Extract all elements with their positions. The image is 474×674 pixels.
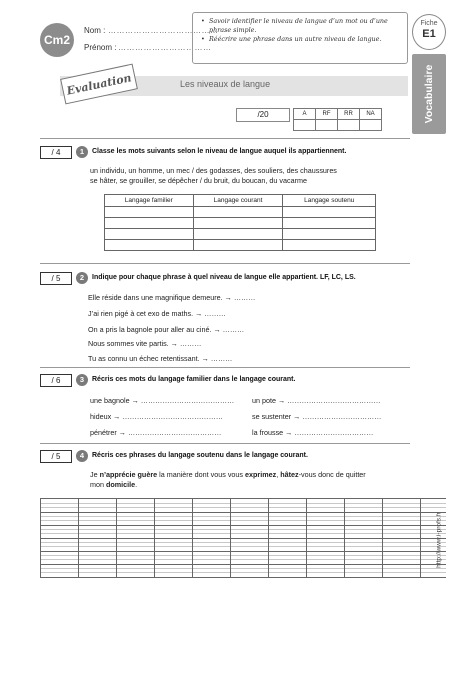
- q2-sentence: On a pris la bagnole pour aller au ciné. → ………: [88, 325, 245, 334]
- firstname-label: Prénom :: [84, 43, 117, 52]
- q1-words-line1: un individu, un homme, un mec / des godasses, des souliers, des chaussures: [90, 166, 337, 175]
- fiche-label: Fiche: [420, 20, 438, 27]
- table-row: [105, 207, 376, 218]
- table-header: Langage courant: [193, 195, 283, 207]
- q2-points-box[interactable]: / 5: [40, 272, 72, 285]
- grade-header: A: [294, 109, 316, 120]
- grade-header: NA: [360, 109, 382, 120]
- objectives-box: [192, 12, 408, 64]
- q4-sentence: Je n’apprécie guère la manière dont vous vous exprimez, hâtez-vous donc de quitter: [90, 470, 366, 479]
- q2-sentence: Nous sommes vite partis. → ………: [88, 339, 202, 348]
- name-field[interactable]: …………………………………: [108, 26, 219, 35]
- q2-sentence: Elle réside dans une magnifique demeure. → ………: [88, 293, 256, 302]
- q1-number-badge: 1: [76, 146, 88, 158]
- table-cell[interactable]: [193, 207, 283, 218]
- evaluation-stamp: Evaluation: [60, 64, 138, 105]
- table-row: [105, 240, 376, 251]
- subject-tab: [412, 54, 446, 134]
- grade-cell[interactable]: [360, 120, 382, 131]
- table-row: [105, 218, 376, 229]
- grade-cell[interactable]: [338, 120, 360, 131]
- q3-item: la frousse → ……………………………: [252, 428, 374, 437]
- table-header: Langage soutenu: [283, 195, 376, 207]
- divider: [40, 367, 410, 368]
- table-cell[interactable]: [105, 218, 194, 229]
- grade-cell[interactable]: [294, 120, 316, 131]
- q3-item: une bagnole → …………………………………: [90, 396, 235, 405]
- divider: [40, 263, 410, 264]
- table-cell[interactable]: [193, 240, 283, 251]
- fiche-code: E1: [422, 28, 436, 40]
- q4-instruction: Récris ces phrases du langage soutenu dans le langage courant.: [92, 452, 308, 459]
- q3-item: hideux → ……………………………………: [90, 412, 223, 421]
- q3-instruction: Récris ces mots du langage familier dans le langage courant.: [92, 376, 296, 383]
- q4-sentence-line2: mon domicile.: [90, 480, 138, 489]
- q1-points-box[interactable]: / 4: [40, 146, 72, 159]
- grade-cell[interactable]: [316, 120, 338, 131]
- grade-header: RF: [316, 109, 338, 120]
- fiche-badge: [412, 14, 446, 50]
- firstname-field[interactable]: ……………………………: [118, 43, 212, 52]
- table-cell[interactable]: [283, 240, 376, 251]
- q2-instruction: Indique pour chaque phrase à quel niveau de langue elle appartient. LF, LC, LS.: [92, 274, 356, 281]
- table-cell[interactable]: [193, 229, 283, 240]
- q2-number-badge: 2: [76, 272, 88, 284]
- grade-header: RR: [338, 109, 360, 120]
- objective-item: • Réécrire une phrase dans un autre niveau de langue.: [201, 35, 401, 44]
- classification-table: [104, 194, 376, 251]
- website-credit[interactable]: http://www.i-profs.fr: [435, 512, 443, 568]
- q4-points-box[interactable]: / 5: [40, 450, 72, 463]
- divider: [40, 138, 410, 139]
- q3-points-box[interactable]: / 6: [40, 374, 72, 387]
- table-cell[interactable]: [105, 207, 194, 218]
- q3-number-badge: 3: [76, 374, 88, 386]
- table-header: Langage familier: [105, 195, 194, 207]
- page-title: Les niveaux de langue: [180, 79, 271, 89]
- subject-tab-label: Vocabulaire: [423, 64, 435, 124]
- name-label: Nom :: [84, 26, 106, 35]
- q3-item: se sustenter → ……………………………: [252, 412, 382, 421]
- table-cell[interactable]: [283, 207, 376, 218]
- divider: [40, 443, 410, 444]
- q3-item: un pote → …………………………………: [252, 396, 381, 405]
- q1-words-line2: se hâter, se grouiller, se dépêcher / du bruit, du boucan, du vacarme: [90, 176, 307, 185]
- q3-item: pénétrer → …………………………………: [90, 428, 222, 437]
- table-cell[interactable]: [105, 229, 194, 240]
- table-cell[interactable]: [283, 218, 376, 229]
- level-badge: Cm2: [40, 23, 74, 57]
- table-row: [105, 229, 376, 240]
- q1-instruction: Classe les mots suivants selon le niveau de langue auquel ils appartiennent.: [92, 148, 347, 155]
- grade-table: [293, 108, 382, 131]
- q4-number-badge: 4: [76, 450, 88, 462]
- table-cell[interactable]: [283, 229, 376, 240]
- table-cell[interactable]: [193, 218, 283, 229]
- table-cell[interactable]: [105, 240, 194, 251]
- objective-item: • Savoir identifier le niveau de langue d’un mot ou d’une phrase simple.: [201, 17, 401, 35]
- q2-sentence: Tu as connu un échec retentissant. → ………: [88, 354, 233, 363]
- q2-sentence: J’ai rien pigé à cet exo de maths. → ………: [88, 309, 226, 318]
- total-score-box[interactable]: /20: [236, 108, 290, 122]
